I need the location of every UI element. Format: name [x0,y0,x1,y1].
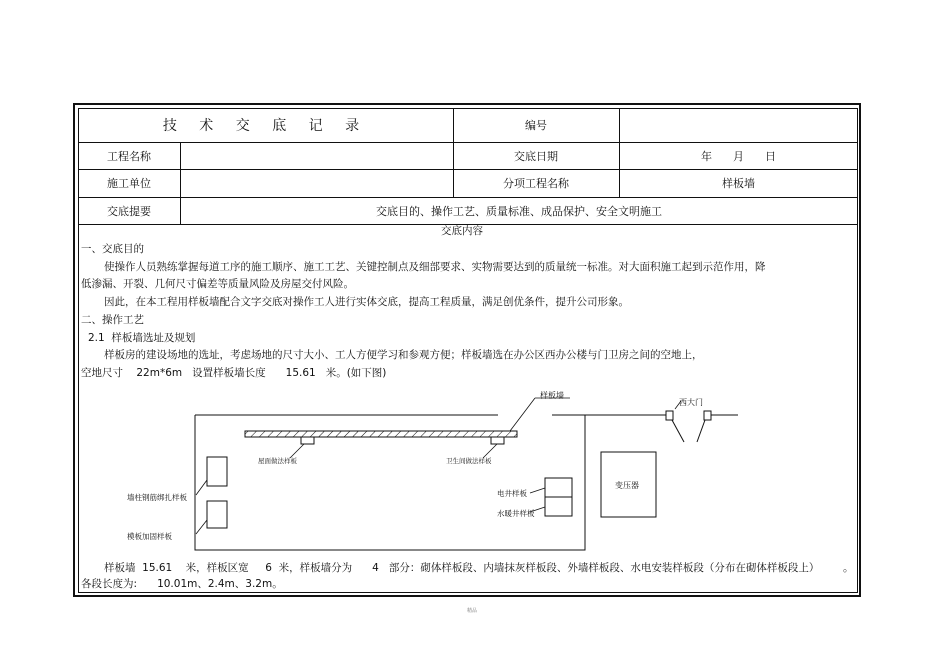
west-gate-label: 西大门 [679,398,703,407]
formwork-leader-line [196,520,207,534]
date-label: 交底日期 [514,149,558,163]
transformer-label: 变压器 [615,481,639,490]
roof-sample-block [301,437,314,444]
weak-shaft-label: 电井样板 [497,489,527,498]
sample-wall-label: 样板墙 [540,391,564,400]
weak-shaft-leader-line [530,488,545,493]
number-label: 编号 [525,119,547,132]
toilet-sample-block [491,437,504,444]
toilet-sample-label: 卫生间做法样板 [446,457,492,465]
weak-shaft-box [545,478,572,497]
document-title: 技 术 交 底 记 录 [162,118,369,134]
section-2-1-paragraph-1: 样板房的建设场地的选址，考虑场地的尺寸大小、工人方便学习和参观方便；样板墙选在办公区西办公楼与门卫房之间的空地上， [104,349,703,361]
column-sample-label: 墙柱钢筋绑扎样板 [127,493,187,502]
water-shaft-box [545,497,572,516]
section-1-paragraph-line-2: 低渗漏、开裂、几何尺寸偏差等质量风险及房屋交付风险。 [81,278,354,290]
gate-post [704,411,711,420]
summary-label: 交底提要 [107,204,151,218]
water-shaft-label: 水暖井样板 [497,509,535,518]
toilet-leader-line [483,444,497,458]
section-1-paragraph-2: 因此，在本工程用样板墙配合文字交底对操作工人进行实体交底，提高工程质量，满足创优条件，提升公司形象。 [104,296,629,308]
content-heading: 交底内容 [441,225,483,237]
section-2-1-paragraph-3-end: 。 [843,562,854,574]
column-leader-line [196,480,207,495]
roof-leader-line [290,444,304,458]
summary-value: 交底目的、操作工艺、质量标准、成品保护、安全文明施工 [376,204,662,218]
section-2-1-paragraph-4: 各段长度为: 10.01m、2.4m、3.2m。 [81,578,283,590]
date-value: 年 月 日 [701,149,776,163]
section-2-1-paragraph-2: 空地尺寸 22m*6m 设置样板墙长度 15.61 米。(如下图) [81,367,387,379]
project-name-label: 工程名称 [107,149,151,163]
roof-sample-label: 屋面做法样板 [258,457,297,465]
sample-wall-leader-line [510,398,535,431]
gate-leaf [697,420,705,442]
sample-wall-bar [245,431,517,437]
section-2-1-title: 2.1 样板墙选址及规划 [88,332,196,344]
section-2-title: 二、操作工艺 [81,314,144,326]
gate-post [666,411,673,420]
formwork-sample-box [207,501,227,528]
column-sample-box [207,457,227,486]
formwork-sample-label: 模板加固样板 [127,532,172,541]
section-1-paragraph-line-1: 使操作人员熟练掌握每道工序的施工顺序、施工工艺、关键控制点及细部要求、实物需要达到的质量统一标准。对大面积施工起到示范作用，降 [104,261,766,273]
section-2-1-paragraph-3: 样板墙 15.61 米，样板区宽 6 米，样板墙分为 4 部分：砌体样板段、内墙抹灰样板段、外墙样板段、水电安装样板段（分布在砌体样板段上） [104,562,820,574]
section-1-title: 一、交底目的 [81,243,144,255]
sub-project-label: 分项工程名称 [503,177,569,190]
unit-label: 施工单位 [107,177,151,190]
page-footer: 精品 [467,608,478,614]
sub-project-value: 样板墙 [722,177,755,190]
gate-leaf [672,420,684,442]
